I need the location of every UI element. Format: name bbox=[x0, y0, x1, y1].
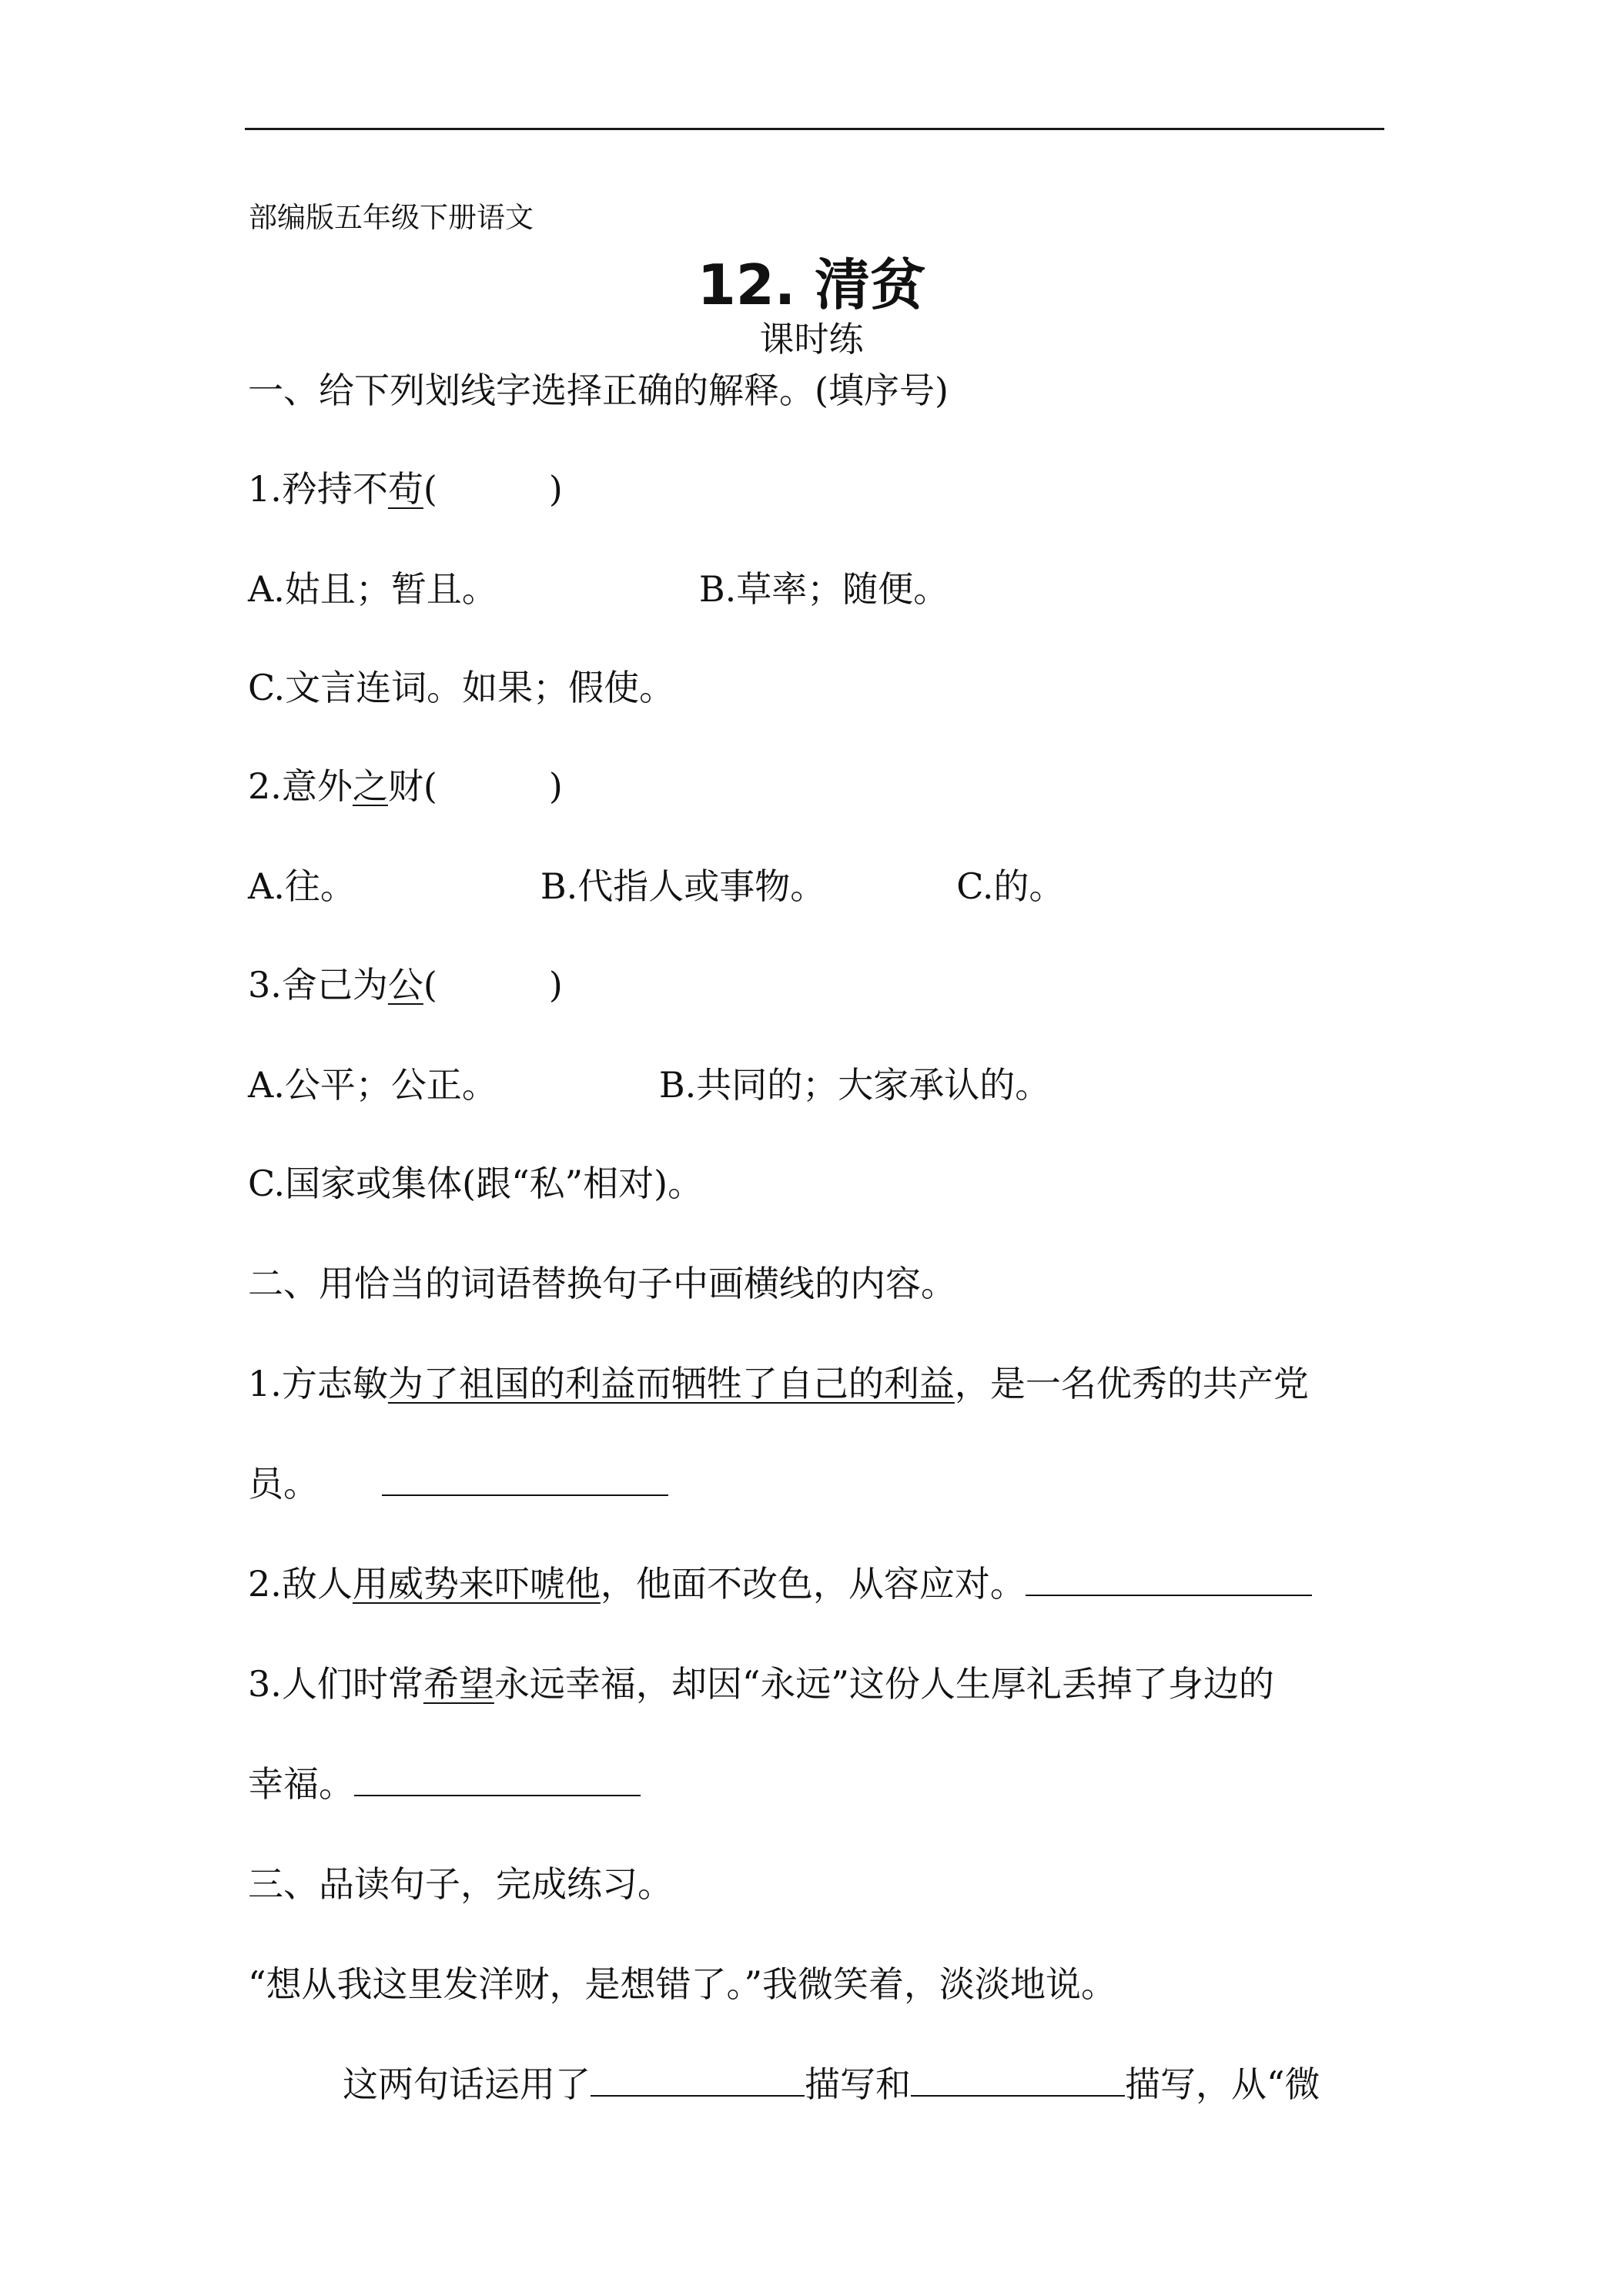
option-a: A.公平；公正。 bbox=[248, 1064, 497, 1106]
answer-blank[interactable] bbox=[354, 1764, 641, 1796]
option-b: B.草率；随便。 bbox=[698, 568, 949, 610]
option-b: B.共同的；大家承认的。 bbox=[658, 1064, 1051, 1106]
s1-q1-options bbox=[248, 565, 949, 613]
answer-blank[interactable] bbox=[591, 2064, 805, 2097]
s2-question-2: 2.敌人用威势来吓唬他，他面不改色，从容应对。 bbox=[248, 1560, 1312, 1608]
option-c: C.国家或集体(跟“私”相对)。 bbox=[248, 1163, 704, 1204]
underlined-phrase: 为了祖国的利益而牺牲了自己的利益 bbox=[387, 1363, 955, 1404]
underlined-phrase: 希望 bbox=[423, 1663, 494, 1705]
section3-heading: 三、品读句子，完成练习。 bbox=[248, 1863, 673, 1905]
s1-q2-options bbox=[248, 862, 1064, 910]
option-c: C.的。 bbox=[956, 865, 1065, 907]
underlined-char: 之 bbox=[352, 765, 388, 807]
s1-q3-options bbox=[248, 1061, 1050, 1109]
s2-question-3-cont: 幸福。 bbox=[248, 1760, 641, 1808]
s2-question-3: 3.人们时常希望永远幸福，却因“永远”这份人生厚礼丢掉了身边的 bbox=[248, 1663, 1274, 1705]
answer-blank[interactable] bbox=[911, 2064, 1125, 2097]
answer-blank[interactable] bbox=[1026, 1564, 1312, 1596]
quoted-sentence: “想从我这里发洋财，是想错了。”我微笑着，淡淡地说。 bbox=[248, 1963, 1117, 2005]
header-rule bbox=[245, 128, 1384, 130]
underlined-char: 苟 bbox=[387, 468, 423, 510]
s1-question-1: 1.矜持不苟( ) bbox=[248, 468, 563, 510]
section2-heading: 二、用恰当的词语替换句子中画横线的内容。 bbox=[248, 1263, 956, 1304]
lesson-subtitle: 课时练 bbox=[759, 319, 864, 360]
s1-question-2: 2.意外之财( ) bbox=[248, 765, 563, 807]
underlined-char: 公 bbox=[387, 964, 423, 1006]
answer-blank[interactable] bbox=[382, 1464, 668, 1496]
s2-question-1: 1.方志敏为了祖国的利益而牺牲了自己的利益，是一名优秀的共产党 bbox=[248, 1363, 1309, 1404]
option-b: B.代指人或事物。 bbox=[540, 865, 826, 907]
course-header: 部编版五年级下册语文 bbox=[249, 201, 534, 234]
s1-question-3: 3.舍己为公( ) bbox=[248, 964, 563, 1006]
option-c: C.文言连词。如果；假使。 bbox=[248, 667, 675, 708]
option-a: A.往。 bbox=[248, 865, 356, 907]
analysis-prompt: 这两句话运用了 描写和 描写，从“微 bbox=[343, 2063, 1320, 2105]
option-a: A.姑且；暂且。 bbox=[248, 568, 497, 610]
s2-question-1-cont: 员。 bbox=[248, 1460, 668, 1508]
lesson-title: 12. 清贫 bbox=[697, 253, 926, 317]
section1-heading: 一、给下列划线字选择正确的解释。(填序号) bbox=[248, 370, 949, 411]
underlined-phrase: 用威势来吓唬他 bbox=[352, 1563, 601, 1605]
